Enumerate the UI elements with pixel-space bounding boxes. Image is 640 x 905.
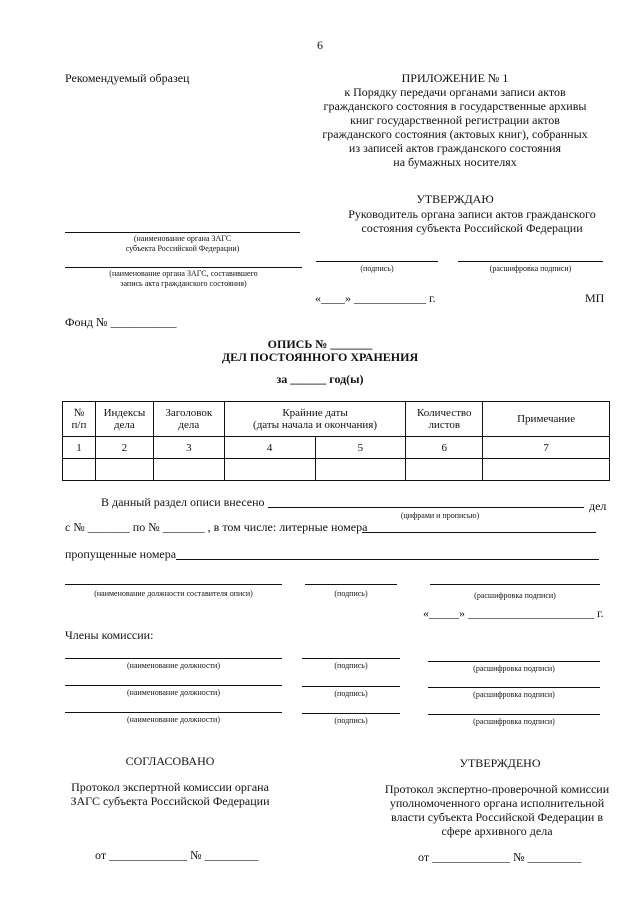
table-cell[interactable] — [483, 459, 610, 481]
member-position-line[interactable] — [65, 658, 282, 659]
appendix-line: к Порядку передачи органами записи актов — [344, 85, 566, 99]
member-signature-line[interactable] — [302, 713, 400, 714]
compiler-signature-caption: (подпись) — [334, 589, 368, 598]
member-position-caption: (наименование должности) — [127, 661, 220, 670]
approved-line: власти субъекта Российской Федерации в — [390, 810, 604, 824]
appendix-line: на бумажных носителях — [393, 155, 517, 169]
approve-top-line: состояния субъекта Российской Федерации — [361, 221, 583, 235]
member-signature-caption: (подпись) — [334, 661, 368, 670]
member-signature-line[interactable] — [302, 658, 400, 659]
appendix-line: гражданского состояния в государственные архивы — [323, 99, 587, 113]
column-number: 6 — [406, 437, 483, 459]
inventory-table — [62, 401, 610, 481]
summary-missing-line[interactable] — [176, 559, 599, 560]
column-number: 7 — [483, 437, 610, 459]
table-cell[interactable] — [63, 459, 96, 481]
approve-date: «____» ____________ г. — [315, 291, 436, 305]
member-signature-caption: (подпись) — [334, 689, 368, 698]
header-heading: Заголовок дела — [153, 402, 224, 437]
approved-line: уполномоченного органа исполнительной — [389, 796, 605, 810]
approved-from: от _____________ № _________ — [418, 850, 582, 864]
column-number: 2 — [95, 437, 153, 459]
table-header-row — [63, 402, 610, 437]
approve-signature-line[interactable] — [316, 261, 438, 262]
inventory-subtitle: ДЕЛ ПОСТОЯННОГО ХРАНЕНИЯ — [221, 350, 419, 364]
member-decoding-line[interactable] — [428, 687, 600, 688]
zags-compiled-line[interactable] — [65, 267, 302, 268]
appendix-line: из записей актов гражданского состояния — [348, 141, 562, 155]
header-index: Индексы дела — [95, 402, 153, 437]
zags-name-line[interactable] — [65, 232, 300, 233]
agreed-line: ЗАГС субъекта Российской Федерации — [70, 794, 270, 808]
compiler-position-line[interactable] — [65, 584, 282, 585]
approve-decoding-line[interactable] — [458, 261, 603, 262]
member-decoding-caption: (расшифровка подписи) — [473, 690, 555, 699]
appendix-block — [310, 71, 600, 169]
approved-title: УТВЕРЖДЕНО — [459, 756, 541, 770]
summary-count-line[interactable] — [268, 507, 584, 508]
column-number: 4 — [224, 437, 315, 459]
agreed-line: Протокол экспертной комиссии органа — [71, 780, 269, 794]
member-decoding-line[interactable] — [428, 661, 600, 662]
member-decoding-line[interactable] — [428, 714, 600, 715]
table-cell[interactable] — [95, 459, 153, 481]
commission-title: Члены комиссии: — [65, 628, 154, 642]
zags-name-caption: (наименование органа ЗАГС субъекта Российской Федерации) — [125, 234, 240, 253]
compiler-position-caption: (наименование должности составителя описи) — [94, 589, 253, 598]
column-number: 3 — [153, 437, 224, 459]
table-cell[interactable] — [224, 459, 315, 481]
table-empty-row — [63, 459, 610, 481]
member-position-caption: (наименование должности) — [127, 715, 220, 724]
appendix-line: книг государственной регистрации актов — [350, 113, 560, 127]
approve-top-line: Руководитель органа записи актов гражданского — [348, 207, 596, 221]
member-position-line[interactable] — [65, 712, 282, 713]
member-position-caption: (наименование должности) — [127, 688, 220, 697]
inventory-title: ОПИСЬ № _______ — [267, 337, 373, 351]
approve-signature-caption: (подпись) — [360, 264, 394, 273]
summary-from-to: с № _______ по № _______ , в том числе: литерные номера — [65, 520, 368, 534]
compiler-decoding-line[interactable] — [430, 584, 600, 585]
compiler-decoding-caption: (расшифровка подписи) — [474, 591, 556, 600]
header-count: Количество листов — [406, 402, 483, 437]
member-signature-caption: (подпись) — [334, 716, 368, 725]
appendix-line: гражданского состояния (актовых книг), собранных — [322, 127, 588, 141]
member-position-line[interactable] — [65, 685, 282, 686]
header-number: № п/п — [63, 402, 96, 437]
table-cell[interactable] — [153, 459, 224, 481]
appendix-title: ПРИЛОЖЕНИЕ № 1 — [401, 71, 509, 85]
member-signature-line[interactable] — [302, 686, 400, 687]
zags-compiled-caption: (наименование органа ЗАГС, составившего запись акта гражданского состояния) — [109, 269, 258, 288]
compiler-signature-line[interactable] — [305, 584, 397, 585]
approve-top-title: УТВЕРЖДАЮ — [416, 192, 494, 206]
table-cell[interactable] — [406, 459, 483, 481]
compiler-date: «_____» _____________________ г. — [423, 606, 604, 620]
recommended-sample-label: Рекомендуемый образец — [65, 71, 190, 85]
approve-decoding-caption: (расшифровка подписи) — [489, 264, 572, 273]
summary-missing: пропущенные номера — [65, 547, 177, 561]
summary-entered: В данный раздел описи внесено — [101, 495, 265, 509]
inventory-period: за ______ год(ы) — [276, 372, 364, 386]
column-number: 5 — [315, 437, 406, 459]
summary-digits-caption: (цифрами и прописью) — [400, 511, 480, 520]
summary-del: дел — [589, 499, 607, 513]
header-dates: Крайние даты (даты начала и окончания) — [224, 402, 406, 437]
approved-line: Протокол экспертно-проверочной комиссии — [384, 782, 610, 796]
approved-line: сфере архивного дела — [441, 824, 553, 838]
member-decoding-caption: (расшифровка подписи) — [473, 717, 555, 726]
agreed-from: от _____________ № _________ — [95, 848, 259, 862]
header-note: Примечание — [483, 402, 610, 437]
column-number: 1 — [63, 437, 96, 459]
fond-number: Фонд № ___________ — [65, 315, 177, 329]
table-cell[interactable] — [315, 459, 406, 481]
summary-letter-numbers-line[interactable] — [362, 532, 596, 533]
table-numbers-row — [63, 437, 610, 459]
agreed-title: СОГЛАСОВАНО — [125, 754, 215, 768]
seal-label: МП — [585, 291, 605, 305]
page-number: 6 — [317, 38, 323, 52]
member-decoding-caption: (расшифровка подписи) — [473, 664, 555, 673]
